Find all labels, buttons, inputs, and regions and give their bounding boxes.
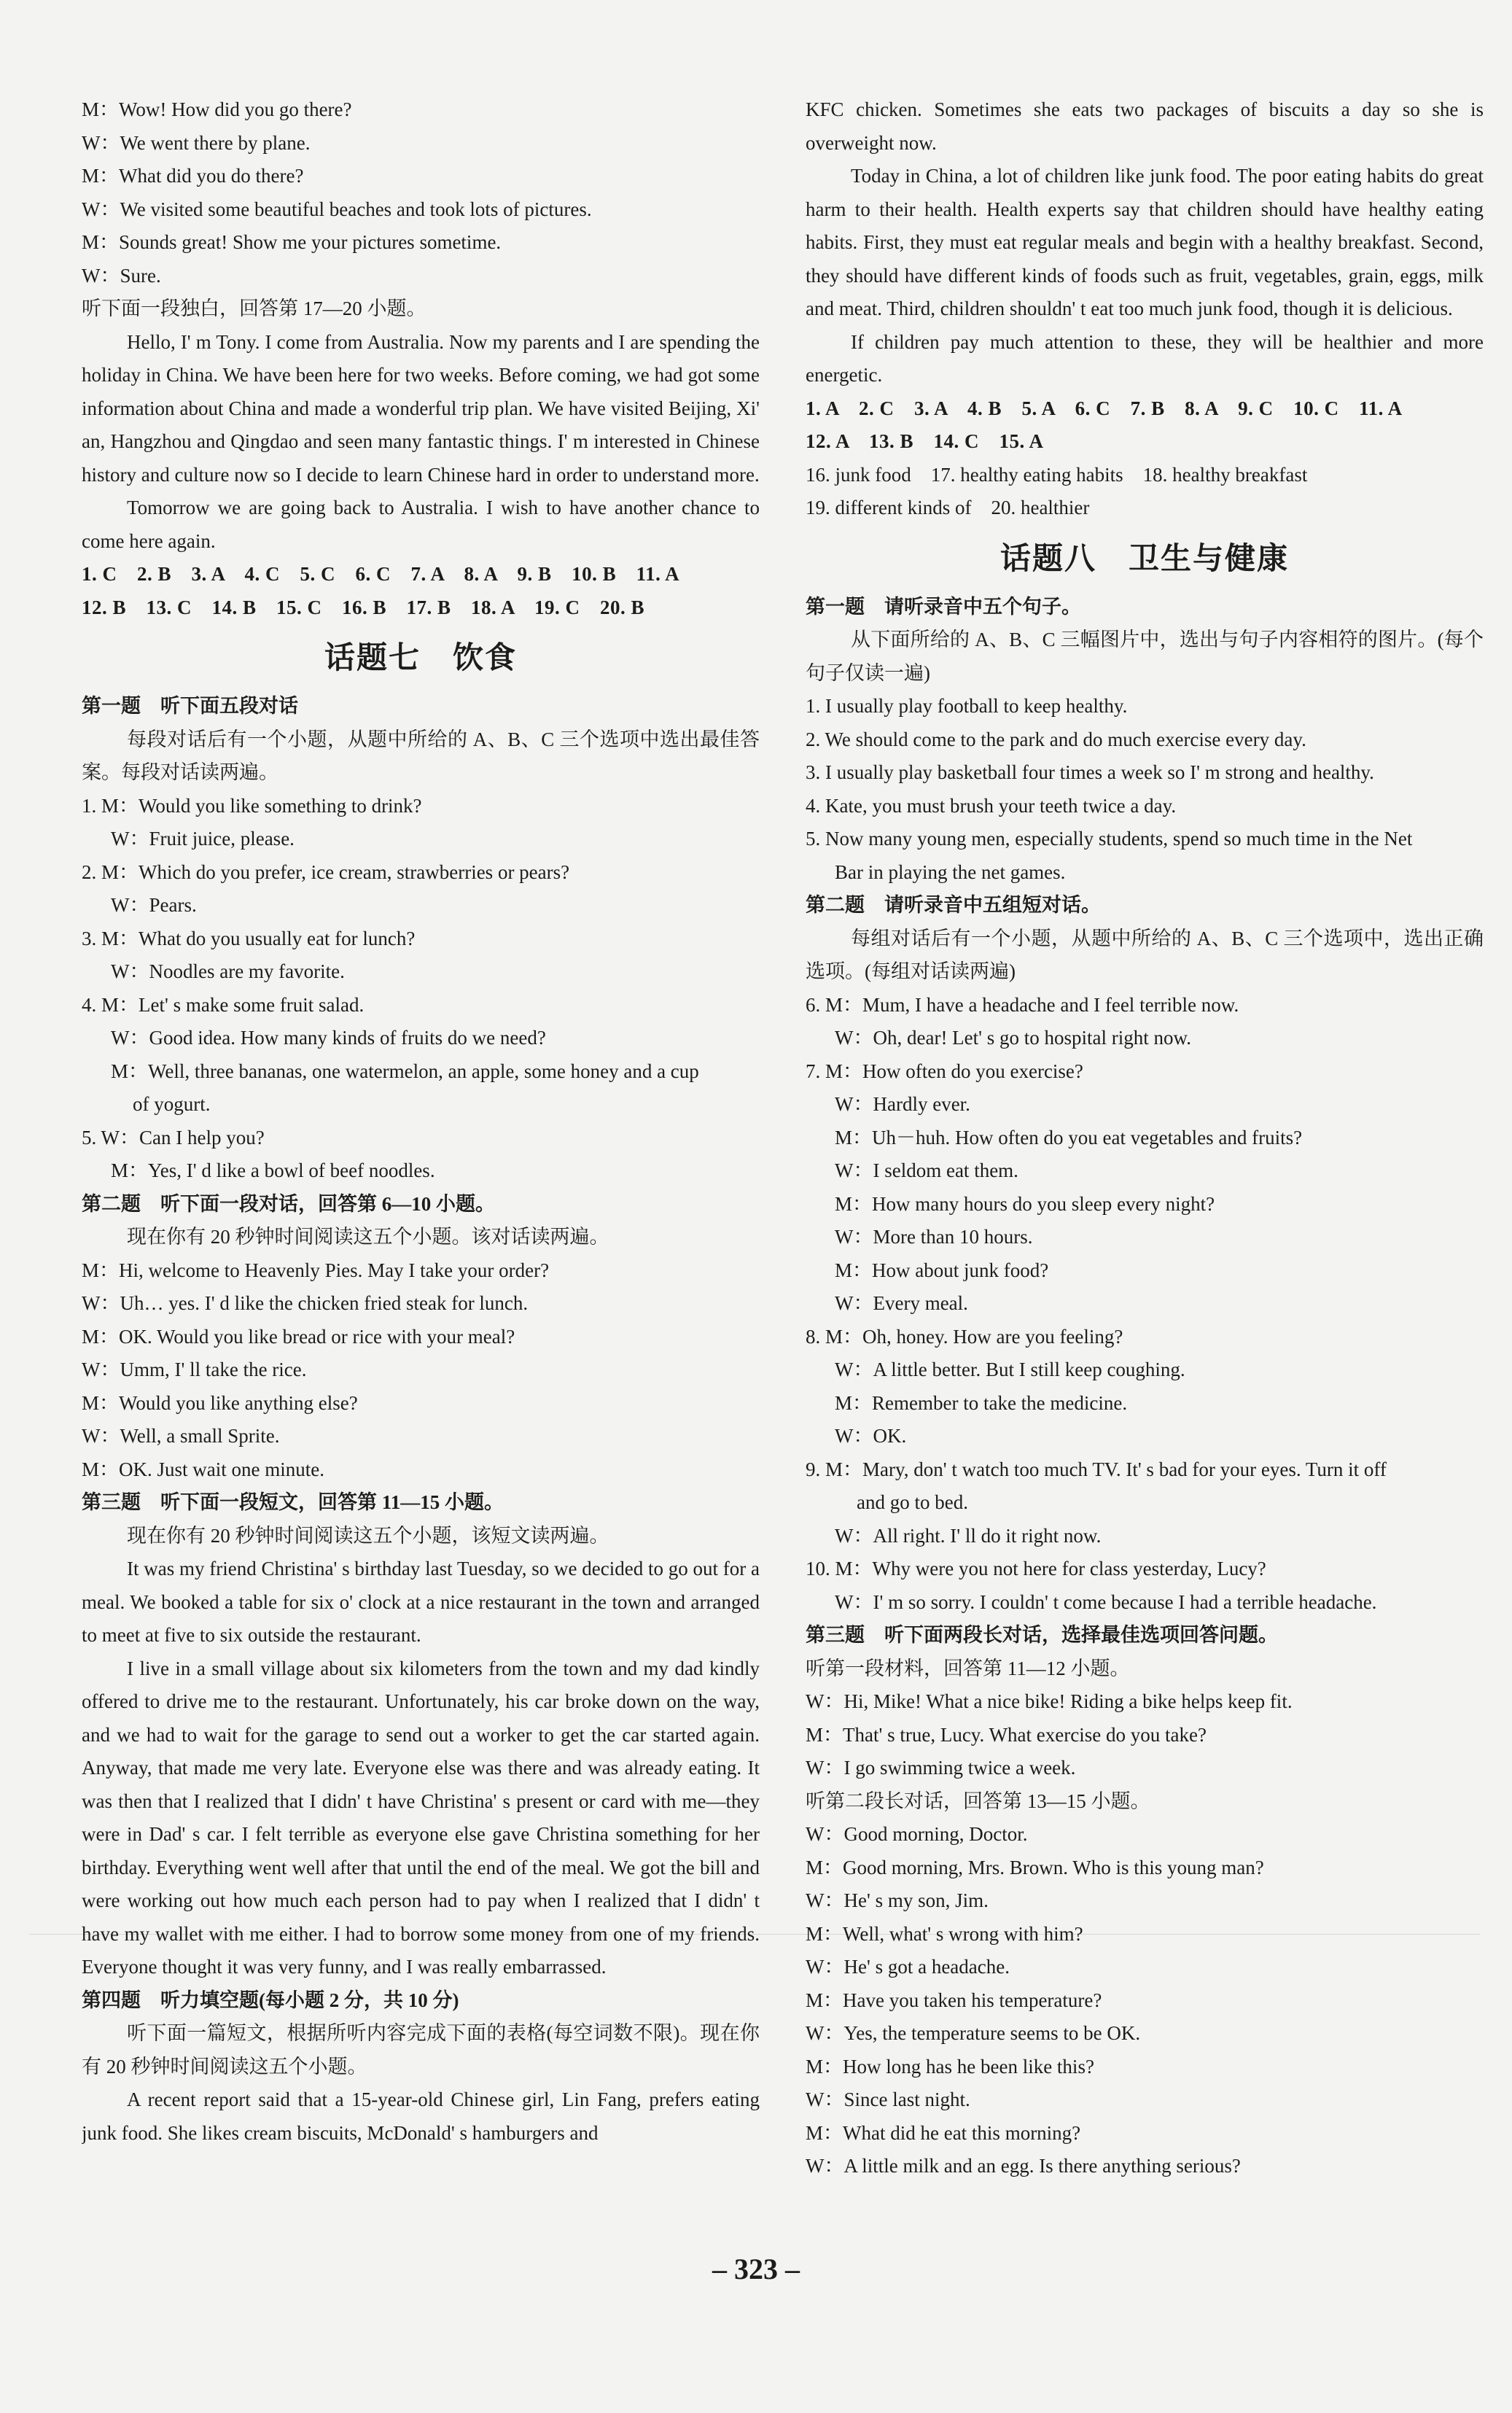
section-heading: 第一题 听下面五段对话 xyxy=(82,695,298,717)
text-line: 5. Now many young men, especially students, spend so much time in the Net xyxy=(806,828,1413,850)
text-line: 10. M：Why were you not here for class yesterday, Lucy? xyxy=(806,1558,1266,1579)
text-line: W：Yes, the temperature seems to be OK. xyxy=(806,2022,1141,2044)
answer-key-line: 12. B 13. C 14. B 15. C 16. B 17. B 18. A 19. C 20. B xyxy=(82,596,645,618)
text-line: 现在你有 20 秒钟时间阅读这五个小题。该对话读两遍。 xyxy=(127,1226,609,1248)
text-line: W：Hardly ever. xyxy=(835,1093,970,1115)
text-line: M：Remember to take the medicine. xyxy=(835,1391,1128,1414)
text-line: W：Good idea. How many kinds of fruits do we need? xyxy=(111,1027,546,1049)
text-line: W：Sure. xyxy=(82,264,161,287)
right-column xyxy=(806,93,1484,2183)
text-line: W：I' m so sorry. I couldn' t come because I had a terrible headache. xyxy=(835,1590,1377,1613)
answer-key-line: 12. A 13. B 14. C 15. A xyxy=(806,430,1044,452)
text-line: 6. M：Mum, I have a headache and I feel terrible now. xyxy=(806,993,1239,1016)
paragraph: 听下面一篇短文，根据所听内容完成下面的表格(每空词数不限)。现在你有 20 秒钟时间阅读这五个小题。 xyxy=(82,2022,760,2078)
text-line: W：Hi, Mike! What a nice bike! Riding a bike helps keep fit. xyxy=(806,1690,1293,1712)
page-number: – 323 – xyxy=(712,2253,800,2285)
text-line: M：What did he eat this morning? xyxy=(806,2121,1081,2144)
text-line: 4. Kate, you must brush your teeth twice a day. xyxy=(806,794,1177,817)
text-line: M：Have you taken his temperature? xyxy=(806,1989,1102,2011)
paragraph: Today in China, a lot of children like junk food. The poor eating habits do great harm to their health. Health experts say that children should have healthy eating habits. First, they must eat regular meals and begin with a healthy breakfast. Second, they should have different kinds of foods such as fruit, vegetables, grain, eggs, milk and meat. Third, children shouldn' t eat too much junk food, though it is delicious. xyxy=(806,165,1484,319)
paragraph: I live in a small village about six kilometers from the town and my dad kindly offered to drive me to the restaurant. Unfortunately, his car broke down on the way, and we had to wait for the garage to send out a worker to get the car started again. Anyway, that made me very late. Everyone else was there and was already eating. It was then that I realized that I didn' t have Christina' s present or card with me—they were in Dad' s car. I felt terrible as everyone else gave Christina something for her birthday. Everything went well after that until the end of the meal. We got the bill and were working out how much each person had to pay when I realized that I didn' t have my wallet with me either. I had to borrow some money from one of my friends. Everyone thought it was very funny, and I was really embarrassed. xyxy=(82,1657,760,1978)
text-line: M：How many hours do you sleep every night? xyxy=(835,1192,1215,1215)
text-line: M：How long has he been like this? xyxy=(806,2055,1094,2078)
text-line: 2. We should come to the park and do much exercise every day. xyxy=(806,728,1306,750)
paragraph: KFC chicken. Sometimes she eats two packages of biscuits a day so she is overweight now. xyxy=(806,98,1484,154)
paragraph: 每段对话后有一个小题，从题中所给的 A、B、C 三个选项中选出最佳答案。每段对话读两遍。 xyxy=(82,728,760,783)
text-line: M：Well, what' s wrong with him? xyxy=(806,1922,1083,1945)
text-line: M：Uh－huh. How often do you eat vegetables and fruits? xyxy=(835,1126,1303,1149)
text-line: M：How about junk food? xyxy=(835,1259,1049,1281)
text-line: 4. M：Let' s make some fruit salad. xyxy=(82,993,365,1016)
text-line: W：Good morning, Doctor. xyxy=(806,1823,1028,1845)
text-line: 听下面一段独白，回答第 17—20 小题。 xyxy=(82,298,426,319)
section-heading: 第二题 听下面一段对话，回答第 6—10 小题。 xyxy=(82,1192,495,1215)
text-line: 3. M：What do you usually eat for lunch? xyxy=(82,927,416,949)
text-line: M：OK. Would you like bread or rice with your meal? xyxy=(82,1325,515,1348)
text-line: W：A little milk and an egg. Is there anything serious? xyxy=(806,2155,1241,2177)
text-line: M：Good morning, Mrs. Brown. Who is this young man? xyxy=(806,1856,1264,1878)
text-line: W：All right. I' ll do it right now. xyxy=(835,1524,1102,1547)
text-line: M：What did you do there? xyxy=(82,165,304,187)
answer-key-line: 1. C 2. B 3. A 4. C 5. C 6. C 7. A 8. A 9. B 10. B 11. A xyxy=(82,563,680,585)
text-line: W：He' s my son, Jim. xyxy=(806,1889,989,1911)
text-line: W：Fruit juice, please. xyxy=(111,828,295,850)
topic-heading: 话题七 饮食 xyxy=(324,640,517,675)
paragraph: Hello, I' m Tony. I come from Australia. Now my parents and I are spending the holiday in China. We have been here for two weeks. Before coming, we had got some information about China and made a wonderful trip plan. We have visited Beijing, Xi' an, Hangzhou and Qingdao and seen many fantastic things. I' m interested in Chinese history and culture now so I decide to learn Chinese hard in order to understand more. xyxy=(82,330,760,486)
paragraph: A recent report said that a 15-year-old Chinese girl, Lin Fang, prefers eating junk food. She likes cream biscuits, McDonald' s hamburgers and xyxy=(82,2088,760,2144)
text-line: M：Hi, welcome to Heavenly Pies. May I take your order? xyxy=(82,1259,550,1281)
text-line: W：Uh… yes. I' d like the chicken fried steak for lunch. xyxy=(82,1292,529,1314)
text-line: W：Noodles are my favorite. xyxy=(111,960,345,982)
text-line: W：OK. xyxy=(835,1425,907,1447)
text-line: W：Since last night. xyxy=(806,2088,970,2110)
text-line: M：Well, three bananas, one watermelon, an apple, some honey and a cup xyxy=(111,1060,699,1082)
text-line: 3. I usually play basketball four times a week so I' m strong and healthy. xyxy=(806,761,1374,783)
text-line: Bar in playing the net games. xyxy=(835,860,1066,883)
text-line: W：A little better. But I still keep coughing. xyxy=(835,1359,1185,1380)
paragraph: It was my friend Christina' s birthday last Tuesday, so we decided to go out for a meal. We booked a table for six o' clock at a nice restaurant in the town and arranged to meet at five to six outside the restaurant. xyxy=(82,1558,760,1646)
text-line: W：Pears. xyxy=(111,894,197,916)
text-line: W：He' s got a headache. xyxy=(806,1956,1010,1978)
section-heading: 第三题 听下面两段长对话，选择最佳选项回答问题。 xyxy=(806,1624,1278,1646)
text-line: W：We visited some beautiful beaches and took lots of pictures. xyxy=(82,198,592,220)
text-line: 16. junk food 17. healthy eating habits 18. healthy breakfast xyxy=(806,463,1308,486)
paragraph: If children pay much attention to these, they will be healthier and more energetic. xyxy=(806,330,1484,386)
text-line: 5. W：Can I help you? xyxy=(82,1126,265,1149)
text-line: and go to bed. xyxy=(857,1491,968,1513)
section-heading: 第三题 听下面一段短文，回答第 11—15 小题。 xyxy=(82,1491,504,1513)
text-line: M：OK. Just wait one minute. xyxy=(82,1458,324,1480)
text-line: 2. M：Which do you prefer, ice cream, strawberries or pears? xyxy=(82,860,570,883)
text-line: 7. M：How often do you exercise? xyxy=(806,1060,1083,1082)
text-line: 1. I usually play football to keep healthy. xyxy=(806,695,1128,717)
text-line: 9. M：Mary, don' t watch too much TV. It' s bad for your eyes. Turn it off xyxy=(806,1458,1387,1480)
text-line: 听第一段材料，回答第 11—12 小题。 xyxy=(806,1657,1130,1679)
text-line: W：Umm, I' ll take the rice. xyxy=(82,1359,307,1380)
text-line: W：More than 10 hours. xyxy=(835,1226,1033,1248)
text-line: W：Well, a small Sprite. xyxy=(82,1425,280,1447)
paragraph: Tomorrow we are going back to Australia. I wish to have another chance to come here again. xyxy=(82,497,760,552)
text-line: 19. different kinds of 20. healthier xyxy=(806,497,1090,518)
section-heading: 第四题 听力填空题(每小题 2 分，共 10 分) xyxy=(82,1989,459,2011)
text-line: M：Wow! How did you go there? xyxy=(82,98,352,120)
section-heading: 第一题 请听录音中五个句子。 xyxy=(806,595,1081,618)
text-line: W：Oh, dear! Let' s go to hospital right now. xyxy=(835,1027,1192,1049)
text-line: W：Every meal. xyxy=(835,1292,968,1314)
paragraph: 从下面所给的 A、B、C 三幅图片中，选出与句子内容相符的图片。(每个句子仅读一遍) xyxy=(806,629,1484,684)
text-line: 1. M：Would you like something to drink? xyxy=(82,794,422,817)
left-column xyxy=(82,93,760,2150)
text-line: M：That' s true, Lucy. What exercise do you take? xyxy=(806,1723,1207,1746)
text-line: M：Would you like anything else? xyxy=(82,1391,358,1414)
text-line: W：I go swimming twice a week. xyxy=(806,1757,1076,1779)
text-line: W：We went there by plane. xyxy=(82,131,311,154)
text-line: 现在你有 20 秒钟时间阅读这五个小题，该短文读两遍。 xyxy=(127,1524,609,1547)
topic-heading: 话题八 卫生与健康 xyxy=(999,540,1289,576)
text-line: 8. M：Oh, honey. How are you feeling? xyxy=(806,1325,1123,1348)
answer-key-line: 1. A 2. C 3. A 4. B 5. A 6. C 7. B 8. A 9. C 10. C 11. A xyxy=(806,397,1403,419)
text-line: of yogurt. xyxy=(133,1093,211,1115)
text-line: M：Yes, I' d like a bowl of beef noodles. xyxy=(111,1159,435,1181)
text-line: M：Sounds great! Show me your pictures sometime. xyxy=(82,231,502,253)
text-line: W：I seldom eat them. xyxy=(835,1159,1018,1181)
paragraph: 每组对话后有一个小题，从题中所给的 A、B、C 三个选项中，选出正确选项。(每组对话读两遍) xyxy=(806,927,1484,982)
section-heading: 第二题 请听录音中五组短对话。 xyxy=(806,894,1101,916)
text-line: 听第二段长对话，回答第 13—15 小题。 xyxy=(806,1790,1150,1812)
